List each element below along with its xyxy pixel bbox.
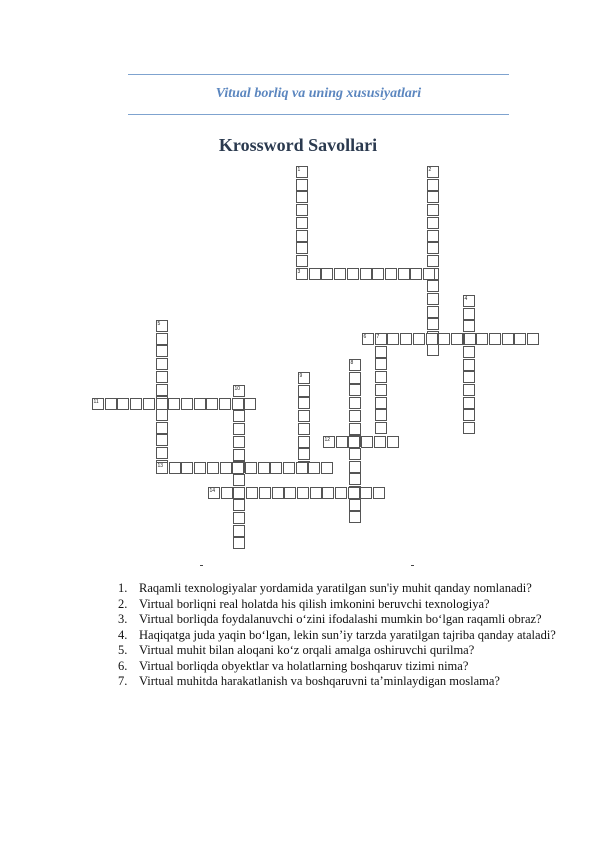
crossword-cell [375,371,387,383]
clue-number: 1 [297,166,301,173]
crossword-cell [298,397,310,409]
crossword-cell [489,333,501,345]
question-list [118,581,568,690]
crossword-cell [427,191,439,203]
crossword-cell [349,473,361,485]
page-mark-right [411,565,414,566]
crossword-cell [156,333,168,345]
crossword-cell [309,268,321,280]
clue-number: 9 [299,372,303,379]
crossword-cell [233,487,245,499]
clue-number: 10 [234,385,241,392]
crossword-cell [105,398,117,410]
crossword-cell [335,487,347,499]
page-title: Krossword Savollari [218,135,378,155]
crossword-cell [298,436,310,448]
crossword-cell [372,268,384,280]
crossword-cell [427,293,439,305]
crossword-cell [349,511,361,523]
crossword-cell [207,462,219,474]
crossword-cell [169,462,181,474]
crossword-cell [233,537,245,549]
crossword-cell [427,230,439,242]
clue-number: 8 [350,359,354,366]
question-item: 6. Virtual borliqda obyektlar va holatlarning boshqaruv tizimi nima? [118,658,469,673]
clue-number: 13 [157,462,164,469]
crossword-cell [438,333,450,345]
crossword-cell [233,499,245,511]
crossword-cell [296,242,308,254]
crossword-cell [296,217,308,229]
crossword-cell [375,346,387,358]
crossword-cell [156,345,168,357]
crossword-cell [476,333,488,345]
crossword-cell [156,384,168,396]
crossword-cell [349,384,361,396]
question-item: 1. Raqamli texnologiyalar yordamida yaratilgan sun'iy muhit qanday nomlanadi? [118,581,532,595]
crossword-cell [130,398,142,410]
crossword-cell [233,423,245,435]
clue-number: 5 [157,320,161,327]
crossword-cell [181,462,193,474]
crossword-cell [232,398,244,410]
clue-number: 4 [464,295,468,302]
crossword-cell [463,346,475,358]
crossword-cell [181,398,193,410]
clue-number: 6 [363,333,367,340]
crossword-cell [296,255,308,267]
crossword-cell [427,179,439,191]
crossword-cell [375,384,387,396]
crossword-cell [423,268,435,280]
crossword-cell [296,179,308,191]
question-item: 4. Haqiqatga juda yaqin bo‘lgan, lekin sun’iy tarzda yaratilgan tajriba qanday ataladi? [118,627,556,642]
crossword-cell [349,448,361,460]
crossword-cell [156,358,168,370]
clue-number: 7 [376,333,380,340]
clue-number: 11 [93,398,99,405]
crossword-cell [527,333,539,345]
crossword-cell [360,268,372,280]
crossword-cell [451,333,463,345]
crossword-cell [427,344,439,356]
crossword-cell [385,268,397,280]
crossword-cell [463,371,475,383]
crossword-cell [514,333,526,345]
crossword-cell [427,255,439,267]
crossword-cell [296,230,308,242]
crossword-cell [156,409,168,421]
clue-number: 3 [297,268,301,275]
crossword-cell [258,462,270,474]
crossword-cell [270,462,282,474]
crossword-cell [233,449,245,461]
crossword-cell [410,268,422,280]
crossword-cell [296,191,308,203]
crossword-cell [156,434,168,446]
crossword-cell [387,436,399,448]
crossword-cell [221,487,233,499]
question-item: 7. Virtual muhitda harakatlanish va boshqaruvni ta’minlaydigan moslama? [118,674,500,688]
crossword-cell [398,268,410,280]
page-subtitle: Vitual borliq va uning xususiyatlari [215,86,422,101]
crossword-cell [336,436,348,448]
crossword-cell [284,487,296,499]
crossword-cell [310,487,322,499]
crossword-cell [298,410,310,422]
crossword-cell [259,487,271,499]
crossword-cell [244,398,256,410]
question-item: 5. Virtual muhit bilan aloqani ko‘z orqali amalga oshiruvchi qurilma? [118,643,475,657]
crossword-cell [413,333,425,345]
clue-number: 14 [209,487,216,494]
crossword-cell [348,487,360,499]
crossword-cell [360,487,372,499]
crossword-cell [463,409,475,421]
crossword-cell [194,398,206,410]
crossword-cell [463,384,475,396]
crossword-cell [321,268,333,280]
crossword-cell [426,333,438,345]
crossword-cell [219,398,231,410]
crossword-cell [463,320,475,332]
crossword-cell [427,306,439,318]
page-mark-left [200,565,203,566]
crossword-cell [373,487,385,499]
crossword-cell [349,423,361,435]
crossword-cell [427,280,439,292]
crossword-cell [463,397,475,409]
crossword-cell [308,462,320,474]
crossword-cell [246,487,258,499]
crossword-cell [375,358,387,370]
clue-number: 12 [324,436,331,443]
crossword-cell [233,436,245,448]
crossword-cell [194,462,206,474]
crossword-cell [321,462,333,474]
crossword-cell [349,397,361,409]
crossword-cell [156,447,168,459]
crossword-cell [387,333,399,345]
crossword-cell [168,398,180,410]
crossword-cell [233,512,245,524]
crossword-cell [463,308,475,320]
crossword-cell [463,422,475,434]
crossword-cell [206,398,218,410]
crossword-cell [464,333,476,345]
crossword-cell [117,398,129,410]
crossword-cell [283,462,295,474]
crossword-cell [427,217,439,229]
crossword-cell [427,242,439,254]
crossword-cell [298,385,310,397]
crossword-cell [400,333,412,345]
crossword-cell [427,204,439,216]
clue-number: 2 [428,166,432,173]
crossword-cell [349,372,361,384]
question-item: 3. Virtual borliqda foydalanuvchi o‘zini ifodalashi mumkin bo‘lgan raqamli obraz? [118,612,542,626]
crossword-cell [298,448,310,460]
crossword-cell [375,422,387,434]
crossword-cell [272,487,284,499]
crossword-cell [463,359,475,371]
crossword-cell [296,462,308,474]
crossword-cell [156,371,168,383]
crossword-cell [375,397,387,409]
crossword-cell [349,461,361,473]
crossword-cell [143,398,155,410]
crossword-cell [156,422,168,434]
crossword-cell [233,410,245,422]
crossword-cell [374,436,386,448]
crossword-cell [296,204,308,216]
crossword-cell [361,436,373,448]
crossword-cell [502,333,514,345]
crossword-cell [245,462,257,474]
question-item: 2. Virtual borliqni real holatda his qilish imkonini beruvchi texnologiya? [118,596,490,611]
crossword-cell [334,268,346,280]
crossword-cell [298,423,310,435]
crossword-cell [322,487,334,499]
crossword-cell [232,462,244,474]
crossword-cell [375,409,387,421]
crossword-cell [427,318,439,330]
crossword-cell [297,487,309,499]
crossword-cell [349,499,361,511]
crossword-cell [349,410,361,422]
crossword-cell [220,462,232,474]
crossword-cell [233,525,245,537]
crossword-cell [348,436,360,448]
crossword-cell [233,474,245,486]
crossword-cell [347,268,359,280]
crossword-cell [156,398,168,410]
